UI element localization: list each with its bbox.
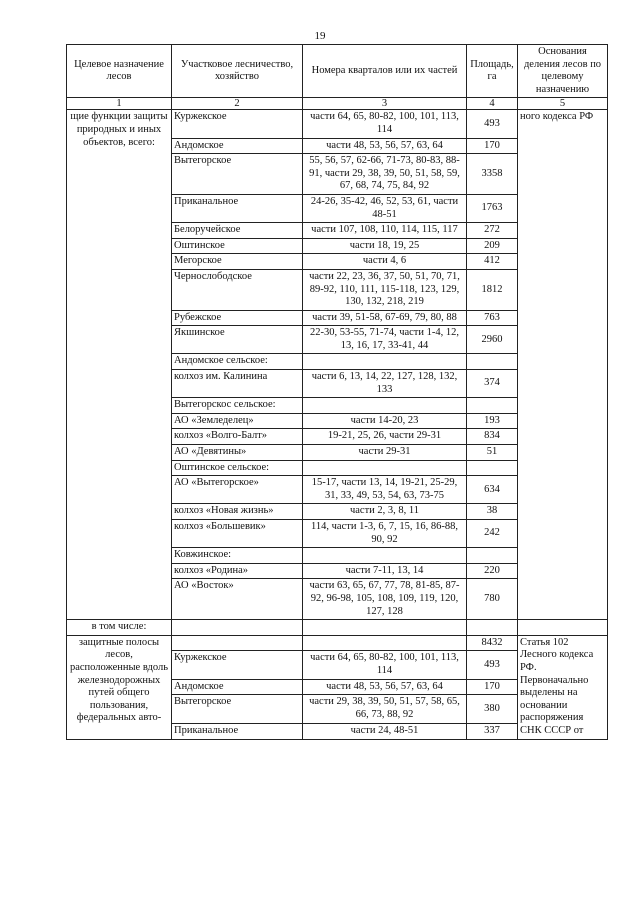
quarters-cell: части 48, 53, 56, 57, 63, 64 [303,138,467,154]
area-cell: 763 [467,310,518,326]
block1-body [67,110,608,620]
header-area: Площадь, га [467,45,518,98]
quarters-cell: части 63, 65, 67, 77, 78, 81-85, 87-92, 96-98, 105, 108, 109, 119, 120, 127, 128 [303,579,467,620]
area-cell: 209 [467,238,518,254]
quarters-cell: 55, 56, 57, 62-66, 71-73, 80-83, 88-91, части 29, 38, 39, 50, 51, 58, 59, 67, 68, 74, 75, 84, 92 [303,154,467,195]
col-number: 2 [172,98,303,110]
subtotal-body [67,620,608,636]
quarters-cell: части 6, 13, 14, 22, 127, 128, 132, 133 [303,370,467,398]
area-cell: 380 [467,695,518,723]
forestry-cell: АО «Восток» [172,579,303,620]
quarters-cell: 114, части 1-3, 6, 7, 15, 16, 86-88, 90, 92 [303,520,467,548]
subtotal-row [67,620,608,636]
quarters-cell: части 48, 53, 56, 57, 63, 64 [303,679,467,695]
quarters-cell: части 18, 19, 25 [303,238,467,254]
forestry-cell: АО «Вытегорское» [172,476,303,504]
area-cell: 780 [467,579,518,620]
forestry-cell: Куржекское [172,110,303,138]
area-cell: 337 [467,723,518,739]
forestry-cell: Вытегорское [172,695,303,723]
area-cell: 634 [467,476,518,504]
area-cell: 51 [467,445,518,461]
forestry-cell: колхоз «Большевик» [172,520,303,548]
area-cell: 834 [467,429,518,445]
forestry-cell: Мегорское [172,254,303,270]
header-basis: Основания деления лесов по целевому назначению [518,45,608,98]
quarters-cell: 22-30, 53-55, 71-74, части 1-4, 12, 13, 16, 17, 33-41, 44 [303,326,467,354]
quarters-cell [303,460,467,476]
header-forestry: Участковое лесничество, хозяйство [172,45,303,98]
quarters-cell: части 29-31 [303,445,467,461]
quarters-cell [303,635,467,651]
forestry-cell: Куржекское [172,651,303,679]
col-number: 1 [67,98,172,110]
header-number-row [67,98,608,110]
quarters-cell: 19-21, 25, 26, части 29-31 [303,429,467,445]
quarters-cell: части 7-11, 13, 14 [303,563,467,579]
quarters-cell: части 14-20, 23 [303,413,467,429]
area-cell: 220 [467,563,518,579]
area-cell: 242 [467,520,518,548]
area-cell [467,354,518,370]
header-purpose: Целевое назначение лесов [67,45,172,98]
quarters-cell: части 64, 65, 80-82, 100, 101, 113, 114 [303,110,467,138]
quarters-cell: части 4, 6 [303,254,467,270]
forestry-cell: Андомское [172,679,303,695]
col-number: 3 [303,98,467,110]
forestry-cell: колхоз им. Калинина [172,370,303,398]
forestry-cell: Приканальное [172,723,303,739]
forestry-cell: Вытегорское [172,154,303,195]
quarters-cell: части 24, 48-51 [303,723,467,739]
area-cell: 38 [467,504,518,520]
forest-purpose-table [66,44,608,740]
forestry-cell: Андомское [172,138,303,154]
forestry-cell: Андомское сельское: [172,354,303,370]
forestry-cell: Оштинское сельское: [172,460,303,476]
quarters-cell: части 107, 108, 110, 114, 115, 117 [303,223,467,239]
area-cell: 493 [467,651,518,679]
header-row [67,45,608,98]
subtotal-label: в том числе: [67,620,172,636]
basis-cell: Статья 102 Лесного кодекса РФ. Первоначально выделены на основании распоряжения СНК СССР от [518,635,608,739]
block2-body [67,635,608,739]
forestry-cell: колхоз «Волго-Балт» [172,429,303,445]
forestry-cell: колхоз «Родина» [172,563,303,579]
quarters-cell: части 39, 51-58, 67-69, 79, 80, 88 [303,310,467,326]
area-cell: 2960 [467,326,518,354]
quarters-cell: части 22, 23, 36, 37, 50, 51, 70, 71, 89-92, 110, 111, 115-118, 123, 129, 130, 132, 218, 219 [303,269,467,310]
area-cell: 170 [467,679,518,695]
area-cell [467,548,518,564]
forestry-cell: Приканальное [172,194,303,222]
quarters-cell: части 64, 65, 80-82, 100, 101, 113, 114 [303,651,467,679]
page-number: 19 [314,30,326,42]
forestry-cell: Оштинское [172,238,303,254]
forestry-cell: Белоручейское [172,223,303,239]
purpose-cell: защитные полосы лесов, расположенные вдоль железнодорожных путей общего пользования, федеральных авто- [67,635,172,739]
quarters-cell: 24-26, 35-42, 46, 52, 53, 61, части 48-51 [303,194,467,222]
quarters-cell [303,398,467,414]
area-cell [467,398,518,414]
forestry-cell: АО «Земледелец» [172,413,303,429]
area-cell: 1812 [467,269,518,310]
col-number: 4 [467,98,518,110]
table-row [67,635,608,651]
quarters-cell: части 2, 3, 8, 11 [303,504,467,520]
area-cell: 374 [467,370,518,398]
area-cell: 170 [467,138,518,154]
area-cell: 193 [467,413,518,429]
area-cell: 3358 [467,154,518,195]
forestry-cell: Вытегорскос сельское: [172,398,303,414]
forestry-cell: АО «Девятины» [172,445,303,461]
quarters-cell: 15-17, части 13, 14, 19-21, 25-29, 31, 33, 49, 53, 54, 63, 73-75 [303,476,467,504]
quarters-cell [303,548,467,564]
area-cell [467,460,518,476]
header-quarters: Номера кварталов или их частей [303,45,467,98]
table-row [67,110,608,138]
forestry-cell: Рубежское [172,310,303,326]
purpose-cell: щие функции защиты природных и иных объектов, всего: [67,110,172,620]
forestry-cell [172,635,303,651]
forestry-cell: Якшинское [172,326,303,354]
area-cell: 8432 [467,635,518,651]
area-cell: 1763 [467,194,518,222]
basis-cell: ного кодекса РФ [518,110,608,620]
area-cell: 272 [467,223,518,239]
quarters-cell: части 29, 38, 39, 50, 51, 57, 58, 65, 66, 73, 88, 92 [303,695,467,723]
area-cell: 493 [467,110,518,138]
forestry-cell: колхоз «Новая жизнь» [172,504,303,520]
col-number: 5 [518,98,608,110]
quarters-cell [303,354,467,370]
forestry-cell: Ковжинское: [172,548,303,564]
forestry-cell: Чернослободское [172,269,303,310]
area-cell: 412 [467,254,518,270]
